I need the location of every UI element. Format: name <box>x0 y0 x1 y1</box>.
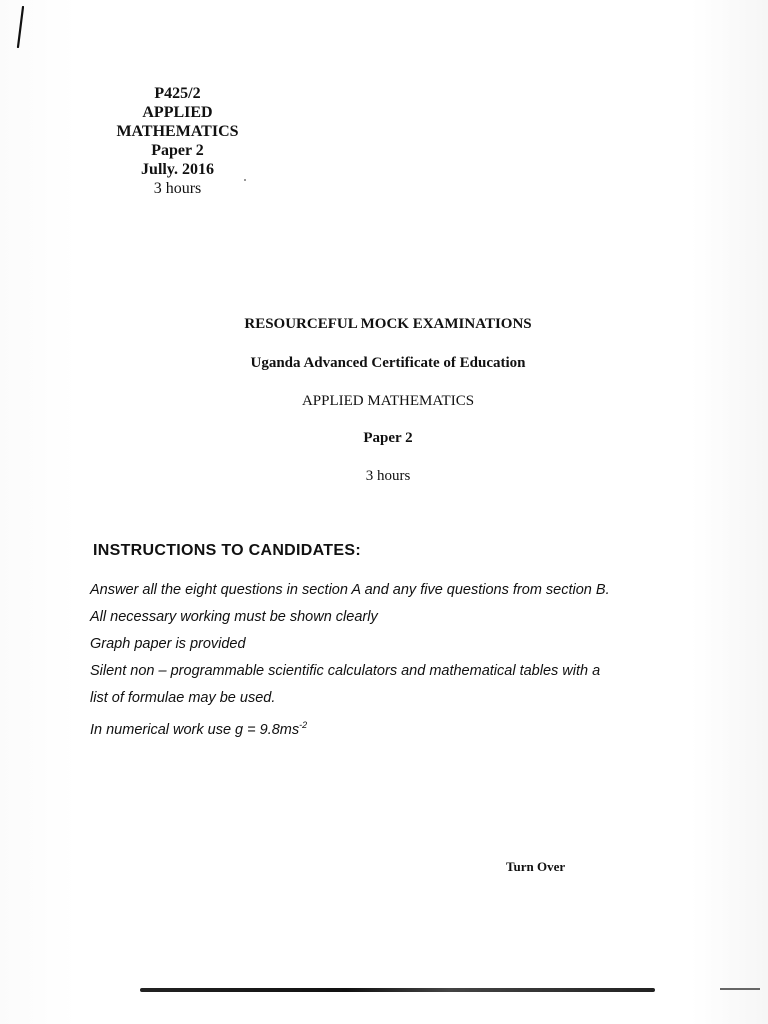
paper-number: Paper 2 <box>151 142 204 159</box>
turn-over-label: Turn Over <box>506 859 566 874</box>
instruction-line: Answer all the eight questions in section A and any five questions from section B. <box>90 582 610 598</box>
exam-duration: 3 hours <box>153 180 202 197</box>
instructions-list <box>90 577 690 744</box>
instruction-line: Silent non – programmable scientific calculators and mathematical tables with a <box>90 663 601 679</box>
examiner-title: RESOURCEFUL MOCK EXAMINATIONS <box>244 316 532 332</box>
cover-header-block <box>100 84 255 198</box>
speck <box>244 179 246 181</box>
instruction-line: All necessary working must be shown clearly <box>90 609 378 625</box>
certificate-title: Uganda Advanced Certificate of Education <box>250 355 526 371</box>
pen-stroke-mark <box>16 6 24 48</box>
instructions-heading: INSTRUCTIONS TO CANDIDATES: <box>93 542 361 559</box>
instruction-line: Graph paper is provided <box>90 636 246 652</box>
exam-date: Jully. 2016 <box>141 161 214 178</box>
gravity-text: In numerical work use g = 9.8ms <box>90 721 300 738</box>
subject-line-1: APPLIED <box>142 104 213 121</box>
scan-edge-line-right <box>720 988 760 990</box>
subject-line-2: MATHEMATICS <box>116 123 239 140</box>
duration-title: 3 hours <box>365 468 411 484</box>
paper-code: P425/2 <box>154 85 201 102</box>
subject-title: APPLIED MATHEMATICS <box>301 393 475 409</box>
scan-edge-line <box>140 988 655 992</box>
paper-title: Paper 2 <box>363 430 413 446</box>
instruction-line-gravity <box>90 712 690 744</box>
gravity-exponent: -2 <box>299 720 308 730</box>
instruction-line: list of formulae may be used. <box>90 690 276 706</box>
